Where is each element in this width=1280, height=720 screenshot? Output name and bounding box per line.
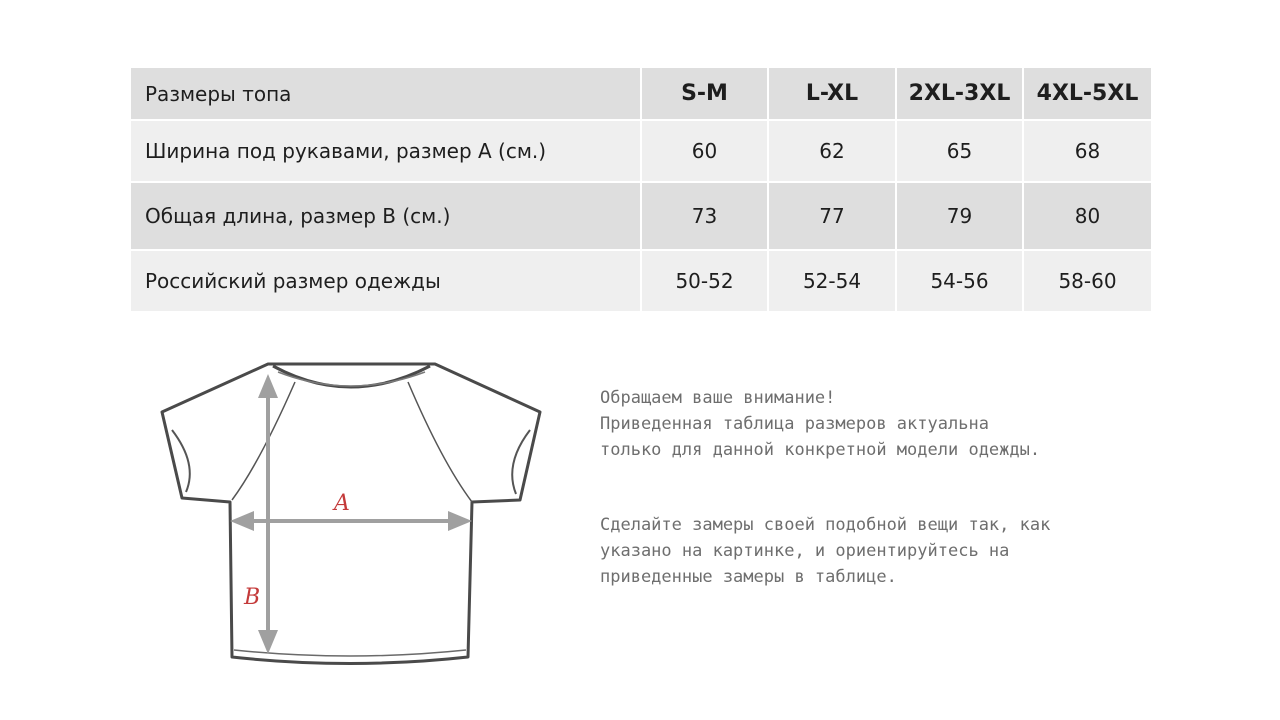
- size-table: [131, 68, 1151, 311]
- cell-value: 77: [768, 182, 896, 250]
- notice-line: только для данной конкретной модели одежды.: [600, 440, 1041, 460]
- cell-value: 58-60: [1023, 250, 1151, 311]
- table-row: [131, 250, 1151, 311]
- label-a: A: [334, 491, 350, 516]
- notice-line: Приведенная таблица размеров актуальна: [600, 414, 989, 434]
- cell-value: 62: [768, 120, 896, 182]
- cell-value: 60: [641, 120, 768, 182]
- size-header: 4XL-5XL: [1023, 68, 1151, 120]
- instruction-line: указано на картинке, и ориентируйтесь на: [600, 541, 1010, 561]
- table-row: [131, 120, 1151, 182]
- tshirt-measurement-illustration: [150, 352, 560, 672]
- row-label: Российский размер одежды: [145, 269, 441, 293]
- size-header: L-XL: [768, 68, 896, 120]
- cell-value: 80: [1023, 182, 1151, 250]
- tshirt-outline: [162, 364, 540, 664]
- cell-value: 52-54: [768, 250, 896, 311]
- header-label: Размеры топа: [145, 81, 292, 106]
- cell-value: 68: [1023, 120, 1151, 182]
- instruction-line: Сделайте замеры своей подобной вещи так, как: [600, 515, 1051, 535]
- cell-value: 54-56: [896, 250, 1023, 311]
- row-label: Ширина под рукавами, размер А (см.): [145, 139, 547, 163]
- size-header: S-M: [641, 68, 768, 120]
- cell-value: 73: [641, 182, 768, 250]
- table-header-row: [131, 68, 1151, 120]
- cell-value: 79: [896, 182, 1023, 250]
- row-label: Общая длина, размер В (см.): [145, 204, 451, 228]
- instruction-text: [600, 512, 1140, 590]
- size-header: 2XL-3XL: [896, 68, 1023, 120]
- instruction-line: приведенные замеры в таблице.: [600, 567, 897, 587]
- cell-value: 65: [896, 120, 1023, 182]
- notice-line: Обращаем ваше внимание!: [600, 388, 836, 408]
- label-b: B: [244, 585, 261, 610]
- cell-value: 50-52: [641, 250, 768, 311]
- table-row: [131, 182, 1151, 250]
- notice-text: [600, 385, 1140, 463]
